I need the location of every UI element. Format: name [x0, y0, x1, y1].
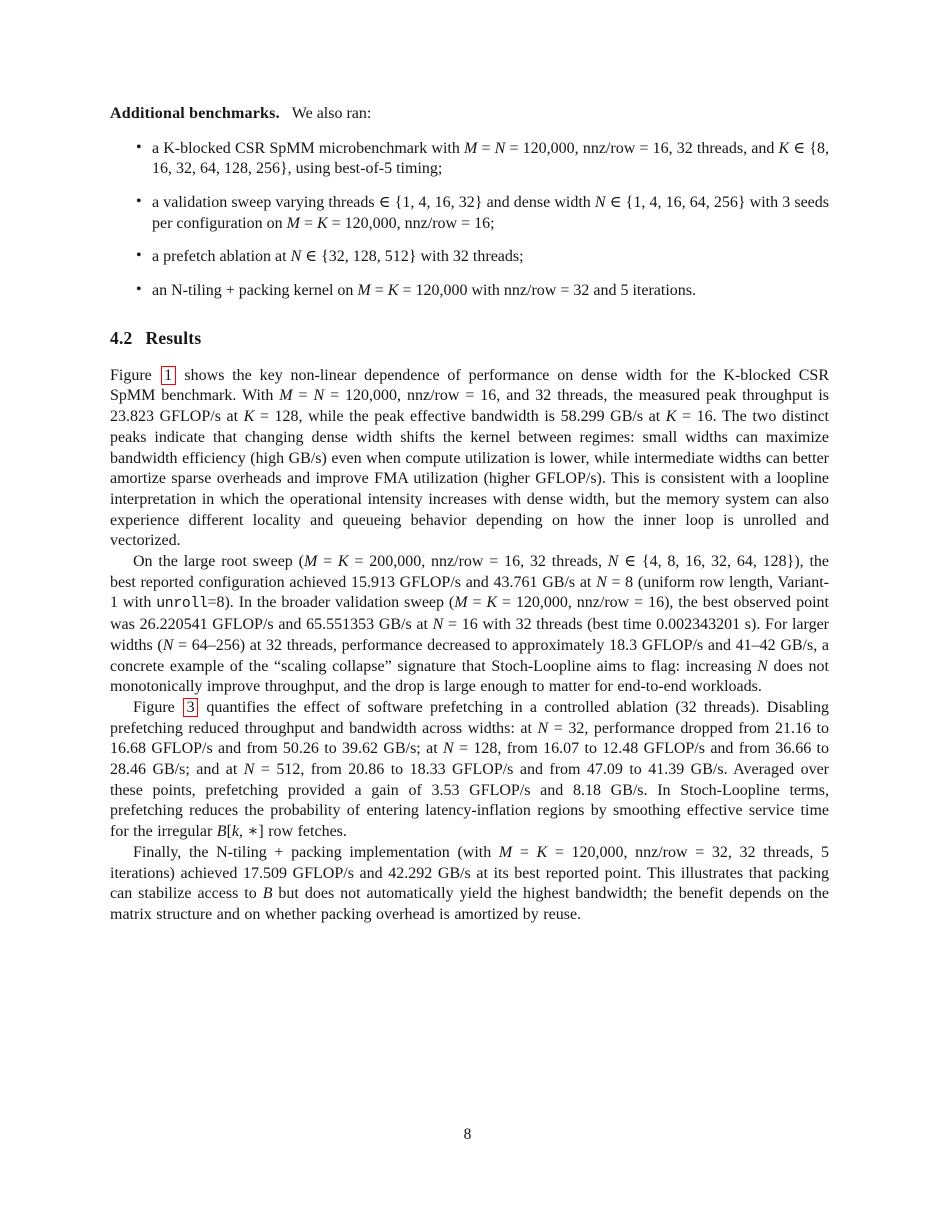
- text-run: = 32, performance dropped from 21.16 to 16.68 GFLOP/s and from 50.26 to 39.62 GB/s; at: [110, 719, 829, 758]
- paragraph-lead: [110, 104, 829, 125]
- text-run: ∈ {8, 16, 32, 64, 128, 256}, using best-of-5 timing;: [152, 139, 830, 178]
- runin-heading: Additional benchmarks.: [110, 105, 280, 122]
- text-run: a prefetch ablation at: [152, 248, 291, 266]
- math-variable: K: [243, 408, 255, 426]
- text-run: = 120,000, nnz/row = 32, 32 threads, 5 iterations) achieved 17.509 GFLOP/s and 42.292 GB/s at its best reported point. This illustrates that packing can stabilize access to: [110, 843, 829, 903]
- text-run: a K-blocked CSR SpMM microbenchmark with: [152, 139, 464, 157]
- math-variable: K: [665, 408, 677, 426]
- text-run: = 120,000, nnz/row = 16;: [327, 214, 495, 232]
- inline-code: unroll: [156, 596, 208, 613]
- figure-ref-link[interactable]: 3: [183, 698, 198, 717]
- paragraph-ntiling-packing: [110, 843, 829, 926]
- math-variable: M: [454, 594, 468, 612]
- text-run: an N-tiling + packing kernel on: [152, 282, 358, 300]
- bullet-icon: •: [136, 192, 142, 210]
- paragraph-root-sweep: [110, 552, 829, 698]
- text-run: =: [477, 139, 495, 157]
- text-run: =: [292, 387, 314, 405]
- section-number: 4.2: [110, 327, 133, 348]
- math-variable: K: [486, 594, 498, 612]
- text-run: = 120,000 with nnz/row = 32 and 5 iterations.: [398, 282, 697, 300]
- text-run: = 16 with 32 threads (best time 0.002343201 s). For larger widths (: [110, 616, 829, 654]
- figure-ref-link[interactable]: 1: [161, 366, 176, 385]
- section-heading-results: [110, 328, 829, 349]
- text-run: = 120,000, nnz/row = 16, and 32 threads, the measured peak throughput is 23.823 GFLOP/s at: [110, 387, 829, 426]
- text-run: =: [512, 843, 537, 861]
- list-item-kblocked-benchmark: [110, 139, 829, 180]
- text-run: = 8 (uniform row length, Variant-1 with: [110, 573, 829, 612]
- text-run: =8). In the broader validation sweep (: [207, 594, 455, 612]
- math-variable: N: [594, 193, 606, 211]
- text-run: = 120,000, nnz/row = 16, 32 threads, and: [505, 139, 779, 157]
- text-run: = 16. The two distinct peaks indicate that changing dense width shifts the kernel between regimes: small widths can maximize bandwidth efficiency (high GB/s) even when compute utilization is lower, while intermediate widths can better amortize sparse overheads and improve FMA utilization (higher GFLOP/s). This is consistent with a loopline interpretation in which the operational intensity increases with dense width, but the memory system can also experience different locality and queueing behavior depending on how the inner loop is unrolled and vectorized.: [110, 408, 830, 550]
- math-variable: N: [432, 616, 444, 634]
- math-variable: k: [231, 823, 239, 841]
- math-variable: N: [607, 553, 619, 571]
- math-variable: N: [537, 719, 549, 737]
- section-title: Results: [145, 327, 202, 348]
- math-variable: K: [387, 282, 399, 300]
- list-item-ntiling-kernel: [110, 281, 829, 302]
- list-item-prefetch-ablation: [110, 247, 829, 268]
- text-run: ∈ {4, 8, 16, 32, 64, 128}), the best reported configuration achieved 15.913 GFLOP/s and 43.761 GB/s at: [110, 553, 830, 591]
- text-run: but does not automatically yield the highest bandwidth; the benefit depends on the matrix structure and on whether packing overhead is amortized by reuse.: [110, 885, 829, 923]
- text-run: Figure: [110, 366, 160, 384]
- math-variable: K: [316, 214, 328, 232]
- math-variable: M: [279, 387, 293, 405]
- text-run: ∈ {1, 4, 16, 64, 256} with 3 seeds per configuration on: [152, 193, 829, 232]
- text-run: quantifies the effect of software prefetching in a controlled ablation (32 threads). Disabling prefetching reduced throughput and bandwidth across widths: at: [110, 698, 829, 737]
- math-variable: K: [337, 553, 349, 571]
- text-run: a validation sweep varying threads ∈ {1, 4, 16, 32} and dense width: [152, 193, 595, 211]
- math-variable: N: [494, 139, 506, 157]
- math-variable: N: [290, 248, 302, 266]
- math-variable: N: [596, 573, 607, 591]
- text-column: [110, 104, 829, 926]
- text-run: = 120,000, nnz/row = 16), the best observed point was 26.220541 GFLOP/s and 65.551353 GB/s at: [110, 594, 829, 634]
- list-item-validation-sweep: [110, 193, 829, 234]
- text-run: =: [467, 594, 487, 612]
- math-variable: K: [536, 843, 548, 861]
- math-variable: N: [757, 657, 768, 675]
- text-run: = 128, from 16.07 to 12.48 GFLOP/s and from 36.66 to 28.46 GB/s; and at: [110, 740, 829, 779]
- page-number: 8: [463, 1126, 472, 1143]
- text-run: Finally, the N-tiling + packing implementation (with: [133, 843, 499, 861]
- text-run: [: [226, 823, 232, 841]
- paragraph-figure3-prefetch: [110, 698, 829, 843]
- text-run: = 200,000, nnz/row = 16, 32 threads,: [348, 553, 608, 571]
- text-run: = 512, from 20.86 to 18.33 GFLOP/s and from 47.09 to 41.39 GB/s. Averaged over these points, prefetching provided a gain of 3.53 GFLOP/s and 8.18 GB/s. In Stoch-Loopline terms, prefetching reduces the probability of entering latency-inflation regions by smoothing effective service time for the irregular: [110, 761, 829, 841]
- math-variable: K: [778, 139, 790, 157]
- math-variable: M: [286, 214, 300, 232]
- math-variable: B: [262, 885, 273, 903]
- text-run: = 64–256) at 32 threads, performance decreased to approximately 18.3 GFLOP/s and 41–42 GB/s, a concrete example of the “scaling collapse” signature that Stoch-Loopline aims to flag: increasing: [110, 636, 830, 675]
- bullet-icon: •: [136, 138, 142, 156]
- math-variable: M: [357, 282, 371, 300]
- math-variable: B: [216, 823, 227, 841]
- text-run: Figure: [133, 698, 183, 716]
- text-run: shows the key non-linear dependence of performance on dense width for the K-blocked CSR SpMM benchmark. With: [110, 366, 829, 405]
- text-run: =: [299, 214, 317, 232]
- text-run: =: [317, 553, 338, 571]
- bullet-icon: •: [136, 281, 142, 299]
- math-variable: M: [303, 553, 318, 571]
- paragraph-figure1-discussion: [110, 366, 829, 552]
- math-variable: N: [243, 761, 255, 779]
- math-variable: N: [313, 387, 325, 405]
- text-run: On the large root sweep (: [133, 553, 304, 571]
- benchmark-list: [110, 139, 829, 302]
- text-run: , ∗] row fetches.: [239, 823, 347, 841]
- math-variable: M: [464, 139, 478, 157]
- text-run: does not monotonically improve throughput, and the drop is large enough to matter for end-to-end workloads.: [110, 657, 829, 696]
- text-run: =: [370, 282, 388, 300]
- math-variable: N: [442, 740, 454, 758]
- lead-text: We also ran:: [291, 105, 372, 122]
- text-run: = 128, while the peak effective bandwidth is 58.299 GB/s at: [254, 408, 666, 426]
- math-variable: N: [162, 636, 174, 654]
- text-run: ∈ {32, 128, 512} with 32 threads;: [301, 248, 524, 266]
- bullet-icon: •: [136, 247, 142, 265]
- math-variable: M: [498, 843, 513, 861]
